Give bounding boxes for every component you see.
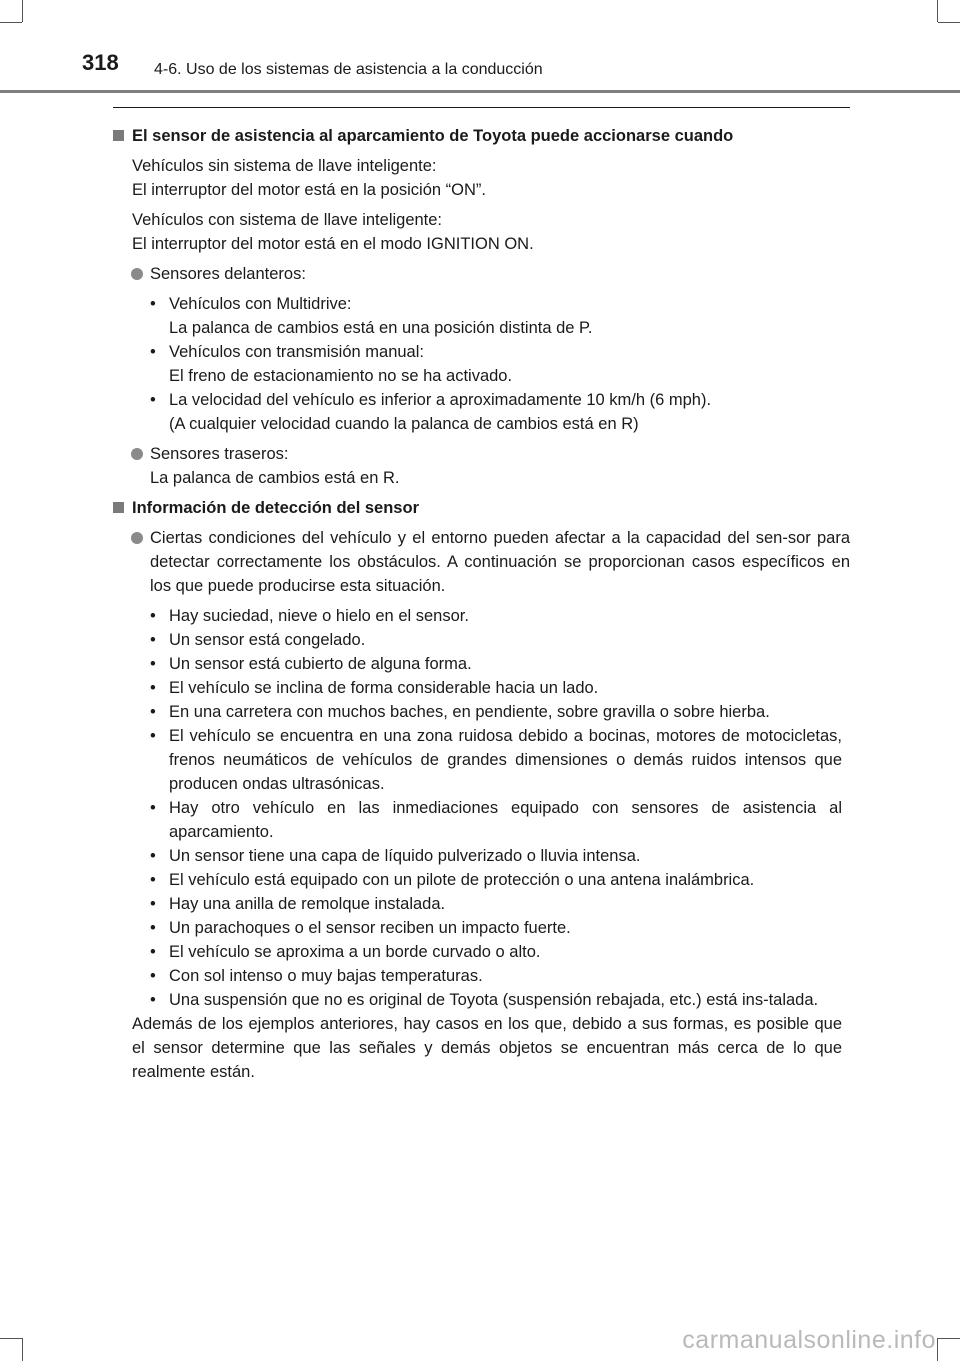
list-item-text: Un parachoques o el sensor reciben un impacto fuerte.	[169, 919, 571, 937]
list-item-text: Hay una anilla de remolque instalada.	[169, 895, 446, 913]
text-line: La palanca de cambios está en R.	[150, 469, 400, 487]
dot-bullet-icon: •	[150, 799, 156, 817]
dot-bullet-icon: •	[150, 847, 156, 865]
section-rule	[113, 107, 850, 108]
list-item	[113, 292, 850, 340]
section-heading-activation	[113, 124, 850, 148]
text-line: (A cualquier velocidad cuando la palanca de cambios está en R)	[169, 415, 639, 433]
crop-mark	[22, 0, 23, 22]
list-item	[113, 964, 850, 988]
paragraph-smart-key	[132, 208, 850, 256]
crop-mark	[0, 1338, 22, 1339]
dot-bullet-icon: •	[150, 391, 156, 409]
list-item-text: El vehículo se inclina de forma considerable hacia un lado.	[169, 679, 599, 697]
list-item	[113, 988, 850, 1012]
crop-mark	[937, 1338, 938, 1361]
list-item-text: Un sensor tiene una capa de líquido pulverizado o lluvia intensa.	[169, 847, 641, 865]
chapter-title: 4-6. Uso de los sistemas de asistencia a la conducción	[154, 61, 543, 78]
dot-bullet-icon: •	[150, 967, 156, 985]
dot-bullet-icon: •	[150, 727, 156, 745]
list-item	[113, 940, 850, 964]
list-item	[113, 652, 850, 676]
page-content	[113, 121, 850, 1084]
dot-bullet-icon: •	[150, 655, 156, 673]
crop-mark	[938, 1338, 960, 1339]
closing-paragraph: Además de los ejemplos anteriores, hay casos en los que, debido a sus formas, es posible que el sensor determine que las señales y demás objetos se encuentran más cerca de lo que realmente están.	[132, 1015, 842, 1081]
front-sensors-title: Sensores delanteros:	[150, 265, 306, 283]
page-header	[0, 44, 960, 90]
list-item-text: El vehículo se aproxima a un borde curvado o alto.	[169, 943, 541, 961]
list-item-text: Con sol intenso o muy bajas temperaturas.	[169, 967, 483, 985]
circle-bullet-icon	[131, 532, 143, 544]
list-item-text: El vehículo está equipado con un pilote de protección o una antena inalámbrica.	[169, 871, 755, 889]
text-line: El interruptor del motor está en la posición “ON”.	[132, 181, 486, 199]
header-rule	[0, 90, 960, 93]
watermark: carmanualsonline.info	[682, 1326, 936, 1354]
list-item-text: Una suspensión que no es original de Toyota (suspensión rebajada, etc.) está ins-talada.	[169, 991, 819, 1009]
text-line: La velocidad del vehículo es inferior a aproximadamente 10 km/h (6 mph).	[169, 391, 712, 409]
section-heading-detection	[113, 496, 850, 520]
list-item-text: En una carretera con muchos baches, en pendiente, sobre gravilla o sobre hierba.	[169, 703, 770, 721]
list-item	[113, 628, 850, 652]
list-item	[113, 892, 850, 916]
list-item-text: Hay suciedad, nieve o hielo en el sensor.	[169, 607, 469, 625]
list-item	[113, 796, 850, 844]
crop-mark	[22, 1338, 23, 1361]
dot-bullet-icon: •	[150, 607, 156, 625]
section-heading-text: El sensor de asistencia al aparcamiento de Toyota puede accionarse cuando	[132, 127, 734, 145]
square-bullet-icon	[113, 130, 124, 141]
list-item	[113, 676, 850, 700]
front-sensors-list	[113, 292, 850, 436]
crop-mark	[937, 0, 938, 22]
circle-bullet-icon	[131, 268, 143, 280]
list-item	[113, 388, 850, 436]
list-item	[113, 340, 850, 388]
dot-bullet-icon: •	[150, 631, 156, 649]
dot-bullet-icon: •	[150, 679, 156, 697]
list-item	[113, 700, 850, 724]
front-sensors-item	[113, 262, 850, 286]
list-item-text: Un sensor está cubierto de alguna forma.	[169, 655, 472, 673]
dot-bullet-icon: •	[150, 295, 156, 313]
text-line: El interruptor del motor está en el modo IGNITION ON.	[132, 235, 534, 253]
list-item	[113, 604, 850, 628]
text-line: La palanca de cambios está en una posición distinta de P.	[169, 319, 593, 337]
circle-bullet-icon	[131, 448, 143, 460]
section-heading-text: Información de detección del sensor	[132, 499, 419, 517]
text-line: Vehículos sin sistema de llave inteligente:	[132, 157, 437, 175]
text-line: El freno de estacionamiento no se ha activado.	[169, 367, 513, 385]
detection-intro-item	[113, 526, 850, 598]
dot-bullet-icon: •	[150, 895, 156, 913]
crop-mark	[938, 22, 960, 23]
paragraph-no-smart-key	[132, 154, 850, 202]
list-item	[113, 916, 850, 940]
text-line: Vehículos con sistema de llave inteligente:	[132, 211, 443, 229]
list-item-text: Un sensor está congelado.	[169, 631, 366, 649]
detection-conditions-list	[113, 604, 850, 1012]
list-item	[113, 844, 850, 868]
detection-intro-text: Ciertas condiciones del vehículo y el entorno pueden afectar a la capacidad del sen-sor para detectar correctamente los obstáculos. A continuación se proporcionan casos específicos en los que puede producirse esta situación.	[150, 529, 850, 595]
square-bullet-icon	[113, 502, 124, 513]
dot-bullet-icon: •	[150, 919, 156, 937]
dot-bullet-icon: •	[150, 871, 156, 889]
dot-bullet-icon: •	[150, 991, 156, 1009]
dot-bullet-icon: •	[150, 703, 156, 721]
list-item-text: El vehículo se encuentra en una zona ruidosa debido a bocinas, motores de motocicletas, frenos neumáticos de vehículos de grandes dimensiones o demás ruidos intensos que producen ondas ultrasónicas.	[169, 727, 842, 793]
list-item	[113, 724, 850, 796]
text-line: Vehículos con Multidrive:	[169, 295, 352, 313]
list-item	[113, 868, 850, 892]
rear-sensors-title: Sensores traseros:	[150, 445, 289, 463]
text-line: Vehículos con transmisión manual:	[169, 343, 424, 361]
page-number: 318	[82, 50, 119, 75]
rear-sensors-item	[113, 442, 850, 490]
dot-bullet-icon: •	[150, 343, 156, 361]
crop-mark	[0, 22, 22, 23]
dot-bullet-icon: •	[150, 943, 156, 961]
list-item-text: Hay otro vehículo en las inmediaciones equipado con sensores de asistencia al aparcamiento.	[169, 799, 842, 841]
